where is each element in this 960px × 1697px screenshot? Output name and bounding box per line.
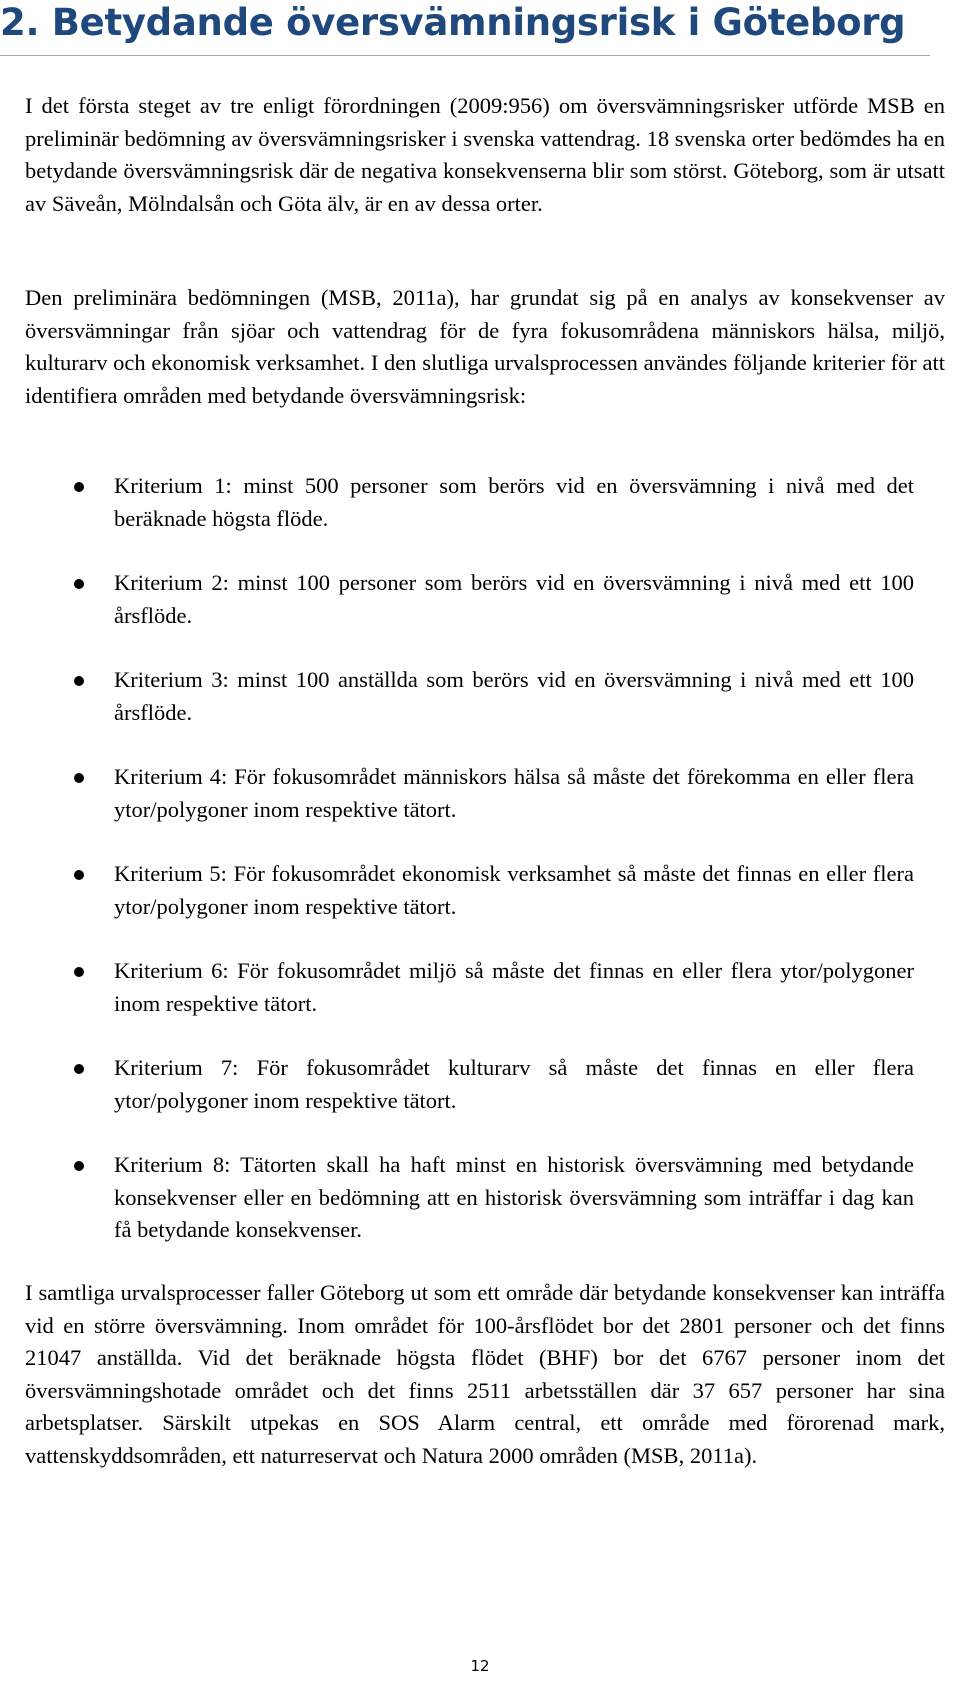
bullet-icon bbox=[74, 870, 84, 880]
criterion-text: Kriterium 3: minst 100 anställda som berörs vid en översvämning i nivå med ett 100 årsflöde. bbox=[114, 667, 914, 725]
page-number: 12 bbox=[470, 1657, 490, 1675]
criterion-text: Kriterium 4: För fokusområdet människors hälsa så måste det förekomma en eller flera ytor/polygoner inom respektive tätort. bbox=[114, 764, 914, 822]
assessment-paragraph: Den preliminära bedömningen (MSB, 2011a), har grundat sig på en analys av konsekvenser av översvämningar från sjöar och vattendrag för de fyra fokusområdena människors hälsa, miljö, kulturarv och ekonomisk verksamhet. I den slutliga urvalsprocessen användes följande kriterier för att identifiera områden med betydande översvämningsrisk: bbox=[25, 285, 945, 408]
bullet-icon bbox=[74, 482, 84, 492]
intro-paragraph: I det första steget av tre enligt förordningen (2009:956) om översvämningsrisker utförde MSB en preliminär bedömning av översvämningsrisker i svenska vattendrag. 18 svenska orter bedömdes ha en betydande översvämningsrisk där de negativa konsekvenserna blir som störst. Göteborg, som är utsatt av Säveån, Mölndalsån och Göta älv, är en av dessa orter. bbox=[25, 93, 945, 216]
heading-divider bbox=[0, 55, 930, 56]
bullet-icon bbox=[74, 676, 84, 686]
section-heading: 2. Betydande översvämningsrisk i Göteborg bbox=[0, 1, 906, 44]
criterion-text: Kriterium 2: minst 100 personer som berörs vid en översvämning i nivå med ett 100 årsflöde. bbox=[114, 570, 914, 628]
bullet-icon bbox=[74, 773, 84, 783]
bullet-icon bbox=[74, 967, 84, 977]
conclusion-paragraph: I samtliga urvalsprocesser faller Göteborg ut som ett område där betydande konsekvenser kan inträffa vid en större översvämning. Inom området för 100-årsflödet bor det 2801 personer och det finns 21047 anställda. Vid det beräknade högsta flödet (BHF) bor det 6767 personer inom det översvämningshotade området och det finns 2511 arbetsställen där 37 657 personer har sina arbetsplatser. Särskilt utpekas en SOS Alarm central, ett område med förorenad mark, vattenskyddsområden, ett naturreservat och Natura 2000 områden (MSB, 2011a). bbox=[25, 1280, 945, 1468]
bullet-icon bbox=[74, 1064, 84, 1074]
criterion-text: Kriterium 5: För fokusområdet ekonomisk verksamhet så måste det finnas en eller flera ytor/polygoner inom respektive tätort. bbox=[114, 861, 914, 919]
criterion-text: Kriterium 6: För fokusområdet miljö så måste det finnas en eller flera ytor/polygoner inom respektive tätort. bbox=[114, 958, 914, 1016]
bullet-icon bbox=[74, 579, 84, 589]
bullet-icon bbox=[74, 1161, 84, 1171]
criterion-text: Kriterium 7: För fokusområdet kulturarv så måste det finnas en eller flera ytor/polygoner inom respektive tätort. bbox=[114, 1055, 914, 1113]
criterion-text: Kriterium 1: minst 500 personer som berörs vid en översvämning i nivå med det beräknade högsta flöde. bbox=[114, 473, 914, 531]
criterion-text: Kriterium 8: Tätorten skall ha haft minst en historisk översvämning med betydande konsekvenser eller en bedömning att en historisk översvämning som inträffar i dag kan få betydande konsekvenser. bbox=[114, 1152, 914, 1243]
